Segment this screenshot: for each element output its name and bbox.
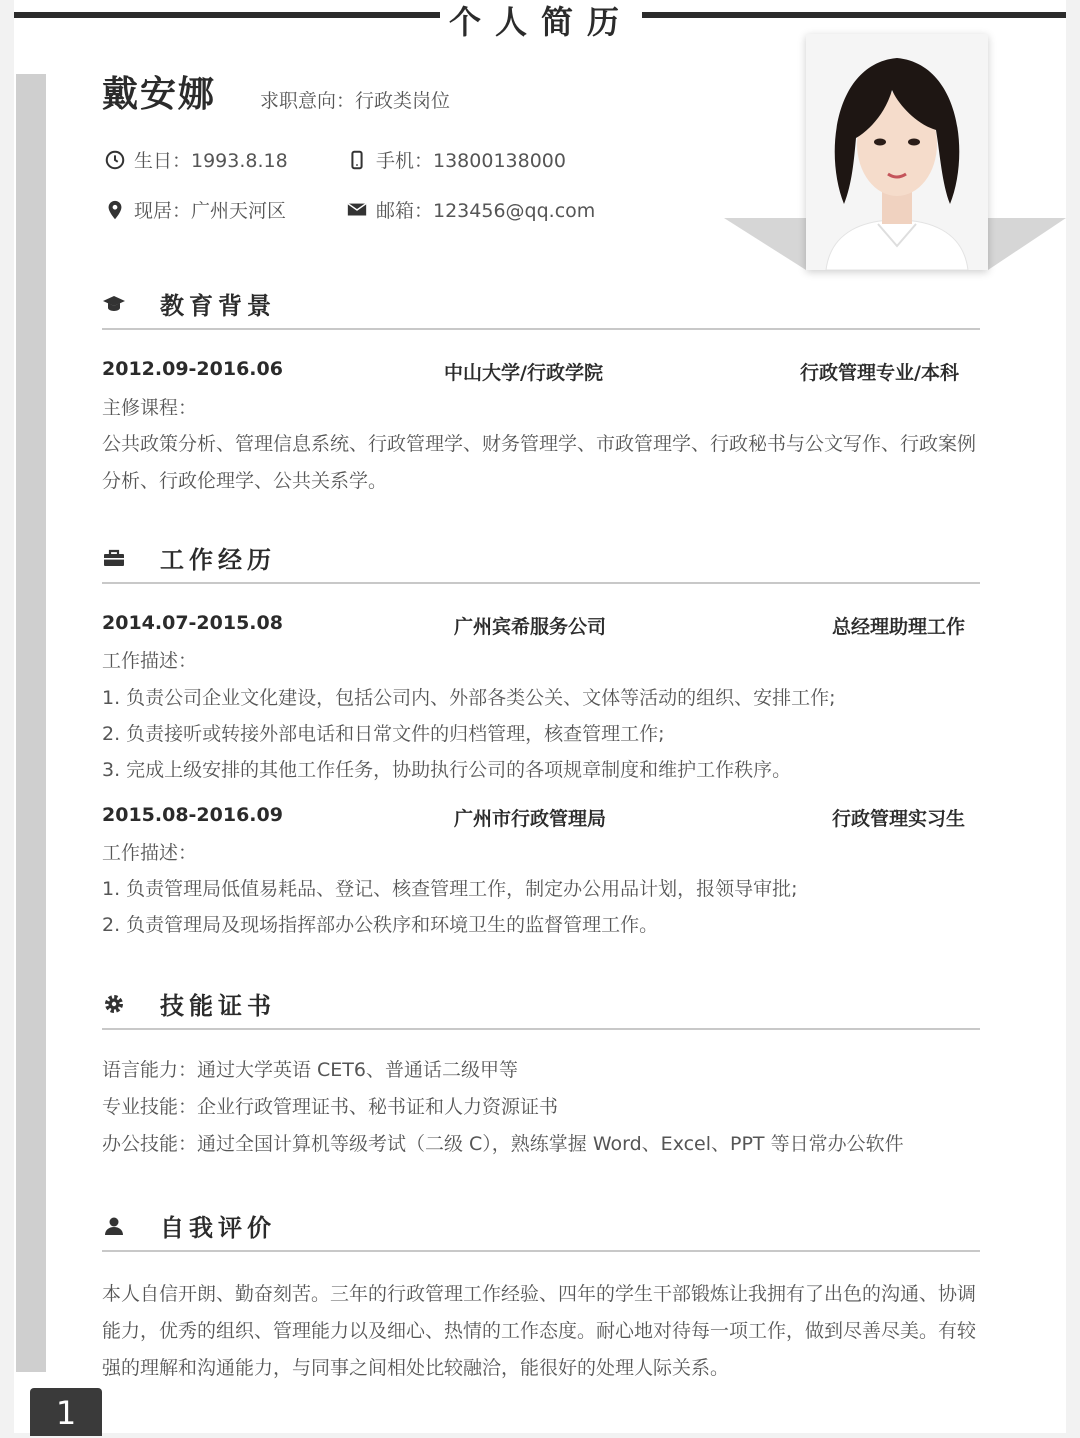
self-eval-text: 本人自信开朗、勤奋刻苦。三年的行政管理工作经验、四年的学生干部锻炼让我拥有了出色的沟通、协调能力，优秀的组织、管理能力以及细心、热情的工作态度。耐心地对待每一项工作，做到尽善尽美。有较强的理解和沟通能力，与同事之间相处比较融洽，能很好的处理人际关系。 [102, 1283, 977, 1379]
skill-item: 办公技能：通过全国计算机等级考试（二级 C），熟练掌握 Word、Excel、PPT 等日常办公软件 [102, 1133, 904, 1155]
section-divider [102, 1028, 980, 1030]
skills-title: 技能证书 [160, 992, 276, 1020]
title-rule-left [14, 12, 440, 18]
resume-page [14, 0, 1066, 1433]
section-divider [102, 1250, 980, 1252]
work-title: 工作经历 [160, 546, 276, 574]
education-section-header [102, 284, 980, 324]
mail-icon [346, 199, 368, 221]
job-position: 总经理助理工作 [832, 616, 966, 638]
skills-section-header [102, 984, 980, 1024]
candidate-name: 戴安娜 [102, 74, 217, 115]
page-number-badge: 1 [30, 1388, 102, 1436]
location-icon [104, 199, 126, 221]
phone-icon [346, 149, 368, 171]
residence-text: 现居：广州天河区 [134, 200, 287, 222]
work-section-header [102, 538, 980, 578]
email-text: 邮箱：123456@qq.com [376, 200, 596, 222]
job-desc-label: 工作描述： [102, 650, 198, 672]
phone-text: 手机：13800138000 [376, 150, 566, 172]
job-desc-label: 工作描述： [102, 842, 198, 864]
section-divider [102, 582, 980, 584]
graduation-cap-icon [102, 292, 126, 316]
document-title: 个人简历 [448, 3, 633, 41]
birth-info [104, 146, 288, 173]
section-divider [102, 328, 980, 330]
job-period: 2015.08-2016.09 [102, 804, 283, 826]
skill-item: 专业技能：企业行政管理证书、秘书证和人力资源证书 [102, 1096, 559, 1118]
title-rule-right [642, 12, 1066, 18]
self-eval-section-header [102, 1206, 980, 1246]
education-school: 中山大学/行政学院 [444, 362, 603, 384]
birth-text: 生日：1993.8.18 [134, 150, 288, 172]
clock-icon [104, 149, 126, 171]
job-desc-item: 2. 负责管理局及现场指挥部办公秩序和环境卫生的监督管理工作。 [102, 914, 659, 936]
job-period: 2014.07-2015.08 [102, 612, 283, 634]
residence-info [104, 196, 286, 223]
education-major: 行政管理专业/本科 [800, 362, 959, 384]
self-eval-title: 自我评价 [160, 1214, 276, 1242]
job-intent: 求职意向：行政类岗位 [260, 90, 451, 112]
education-period: 2012.09-2016.06 [102, 358, 283, 380]
job-desc-item: 1. 负责公司企业文化建设，包括公司内、外部各类公关、文体等活动的组织、安排工作; [102, 687, 836, 709]
gear-icon [102, 992, 126, 1016]
courses-text: 公共政策分析、管理信息系统、行政管理学、财务管理学、市政管理学、行政秘书与公文写作、行政案例分析、行政伦理学、公共关系学。 [102, 433, 977, 492]
email-info [346, 196, 595, 223]
job-company: 广州宾希服务公司 [454, 616, 607, 638]
courses-label: 主修课程： [102, 397, 198, 419]
phone-info [346, 146, 566, 173]
user-icon [102, 1214, 126, 1238]
skill-item: 语言能力：通过大学英语 CET6、普通话二级甲等 [102, 1059, 519, 1081]
education-title: 教育背景 [160, 292, 276, 320]
profile-photo [806, 34, 988, 270]
decorative-sidebar [16, 74, 46, 1372]
portrait-image [806, 34, 988, 270]
briefcase-icon [102, 546, 126, 570]
job-desc-item: 1. 负责管理局低值易耗品、登记、核查管理工作，制定办公用品计划，报领导审批; [102, 878, 798, 900]
job-position: 行政管理实习生 [832, 808, 966, 830]
job-company: 广州市行政管理局 [454, 808, 607, 830]
job-desc-item: 3. 完成上级安排的其他工作任务，协助执行公司的各项规章制度和维护工作秩序。 [102, 759, 792, 781]
job-desc-item: 2. 负责接听或转接外部电话和日常文件的归档管理，核查管理工作; [102, 723, 665, 745]
